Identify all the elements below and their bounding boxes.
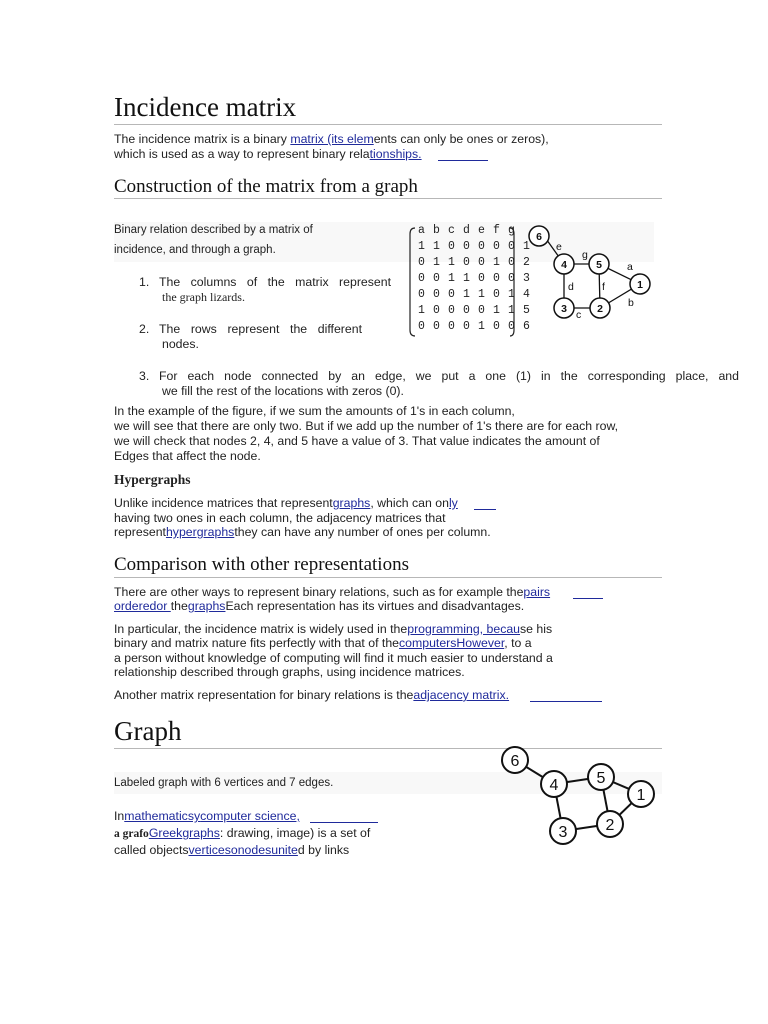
section-heading-comparison: Comparison with other representations — [114, 554, 409, 575]
list-item-text: the graph lizards. — [162, 290, 245, 304]
graph-title: Graph — [114, 716, 182, 746]
section-heading-hypergraphs: Hypergraphs — [114, 472, 191, 487]
graphs-link[interactable]: graphs — [332, 496, 371, 510]
construction-rule — [114, 198, 662, 199]
comparison-p3: Another matrix representation for binary relations is theadjacency matrix. — [114, 688, 510, 702]
small-graph-node: 6 — [536, 231, 542, 243]
small-graph-node: 3 — [561, 303, 567, 315]
matrix-row: 0 1 1 0 0 1 0 2 — [418, 256, 531, 269]
small-graph-figure — [520, 218, 660, 326]
ordered-pairs-link[interactable]: orderedor — [114, 599, 171, 613]
graphs-greek-link[interactable]: graphs — [182, 826, 220, 840]
incidence-matrix — [418, 224, 531, 336]
hyper-line-2: having two ones in each column, the adjacency matrices that — [114, 511, 446, 525]
large-graph-node: 2 — [605, 817, 615, 834]
comparison-p2-line-4: relationship described through graphs, using incidence matrices. — [114, 665, 465, 679]
matrix-row: 0 0 0 1 1 0 1 4 — [418, 288, 531, 301]
list-item-text: The columns of the matrix represent — [159, 275, 391, 289]
paragraph-line: we will see that there are only two. But if we add up the number of 1's there are for each row, — [114, 419, 619, 433]
list-item-text: nodes. — [162, 337, 199, 351]
link-underline-extension — [310, 822, 378, 823]
matrix-bracket — [406, 226, 418, 338]
comparison-p1-line-2: orderedor thegraphsEach representation has its virtues and disadvantages. — [114, 599, 525, 613]
graph-line-2: a grafoGreekgraphs: drawing, image) is a set of — [114, 826, 371, 840]
comparison-p2-line-2: binary and matrix nature fits perfectly with that of thecomputersHowever, to a — [114, 636, 532, 650]
matrix-row: 0 0 1 1 0 0 0 3 — [418, 272, 531, 285]
intro-line-1: The incidence matrix is a binary matrix (its elements can only be ones or zeros), — [114, 132, 549, 146]
list-item-text: we fill the rest of the locations with zeros (0). — [162, 384, 404, 398]
small-graph-edge-label: g — [582, 249, 588, 261]
matrix-row: 0 0 0 0 1 0 0 6 — [418, 320, 531, 333]
mathematics-link[interactable]: mathematicsy — [124, 809, 201, 823]
relationships-link[interactable]: tionships. — [369, 147, 422, 161]
section-heading-construction: Construction of the matrix from a graph — [114, 176, 418, 197]
only-link[interactable]: ly — [448, 496, 458, 510]
link-underline-extension — [474, 509, 496, 510]
large-graph-node: 4 — [549, 777, 559, 794]
matrix-row: 1 1 0 0 0 0 0 1 — [418, 240, 531, 253]
matrix-row: 1 0 0 0 0 1 1 5 — [418, 304, 531, 317]
hypergraphs-link[interactable]: hypergraphs — [165, 525, 235, 539]
list-item-num: 1. — [139, 275, 150, 289]
adjacency-matrix-link[interactable]: y matrix. — [462, 688, 510, 702]
graphs-link[interactable]: graphs — [187, 599, 226, 613]
graph-caption: Labeled graph with 6 vertices and 7 edges. — [114, 777, 334, 789]
figure-caption-line-1: Binary relation described by a matrix of — [114, 224, 313, 236]
paragraph-line: In the example of the figure, if we sum the amounts of 1's in each column, — [114, 404, 515, 418]
comparison-p1-line-1: There are other ways to represent binary relations, such as for example thepairs — [114, 585, 551, 599]
list-item-num: 3. — [139, 369, 150, 383]
link-underline-extension — [573, 598, 603, 599]
small-graph-node: 5 — [596, 259, 602, 271]
list-item-text: For each node connected by an edge, we put a one (1) in the corresponding place, and — [159, 369, 739, 383]
title-rule — [114, 124, 662, 125]
matrix-link[interactable]: matrix (its elem — [290, 132, 374, 146]
matrix-header: a b c d e f g — [418, 224, 516, 237]
page-title: Incidence matrix — [114, 92, 297, 122]
large-graph-node: 5 — [596, 770, 606, 787]
link-underline-extension — [438, 160, 488, 161]
large-graph-node: 6 — [510, 753, 520, 770]
small-graph-edge-label: b — [628, 297, 634, 309]
hyper-line-1: Unlike incidence matrices that representgraphs, which can only — [114, 496, 458, 510]
large-graph-node: 3 — [558, 824, 568, 841]
small-graph-node: 4 — [561, 259, 567, 271]
hyper-line-3: representhypergraphsthey can have any number of ones per column. — [114, 525, 491, 539]
graph-line-1: Inmathematicsycomputer science, — [114, 809, 300, 823]
small-graph-edge-label: f — [602, 281, 605, 293]
pairs-link[interactable]: pairs — [523, 585, 551, 599]
graph-line-3: called objectsverticesonodesunited by links — [114, 843, 350, 857]
paragraph-line: we will check that nodes 2, 4, and 5 have a value of 3. That value indicates the amount of — [114, 434, 600, 448]
figure-caption-line-2: incidence, and through a graph. — [114, 244, 276, 256]
list-item-num: 2. — [139, 322, 150, 336]
programming-link[interactable]: programming, becau — [407, 622, 521, 636]
comparison-rule — [114, 577, 662, 578]
large-graph-figure — [496, 744, 662, 850]
small-graph-edge-label: d — [568, 281, 574, 293]
united-link[interactable]: unite — [271, 843, 298, 857]
large-graph-node: 1 — [636, 787, 646, 804]
greek-link[interactable]: Greek — [148, 826, 183, 840]
comparison-p2-line-1: In particular, the incidence matrix is widely used in theprogramming, because his — [114, 622, 553, 636]
small-graph-node: 1 — [637, 279, 643, 291]
link-underline-extension — [530, 701, 602, 702]
vertices-link[interactable]: verticesonodes — [188, 843, 272, 857]
small-graph-node: 2 — [597, 303, 603, 315]
small-graph-edge-label: e — [556, 241, 562, 253]
intro-line-2: which is used as a way to represent binary relationships. — [114, 147, 422, 161]
list-item-text: The rows represent the different — [159, 322, 362, 336]
computer-science-link[interactable]: computer science, — [200, 809, 300, 823]
paragraph-line: Edges that affect the node. — [114, 449, 261, 463]
comparison-p2-line-3: a person without knowledge of computing will find it much easier to understand a — [114, 651, 553, 665]
computers-link[interactable]: computersHowever — [399, 636, 505, 650]
adjacency-link[interactable]: adjacenc — [413, 688, 463, 702]
small-graph-edge-label: a — [627, 261, 633, 273]
small-graph-edge-label: c — [576, 309, 582, 321]
